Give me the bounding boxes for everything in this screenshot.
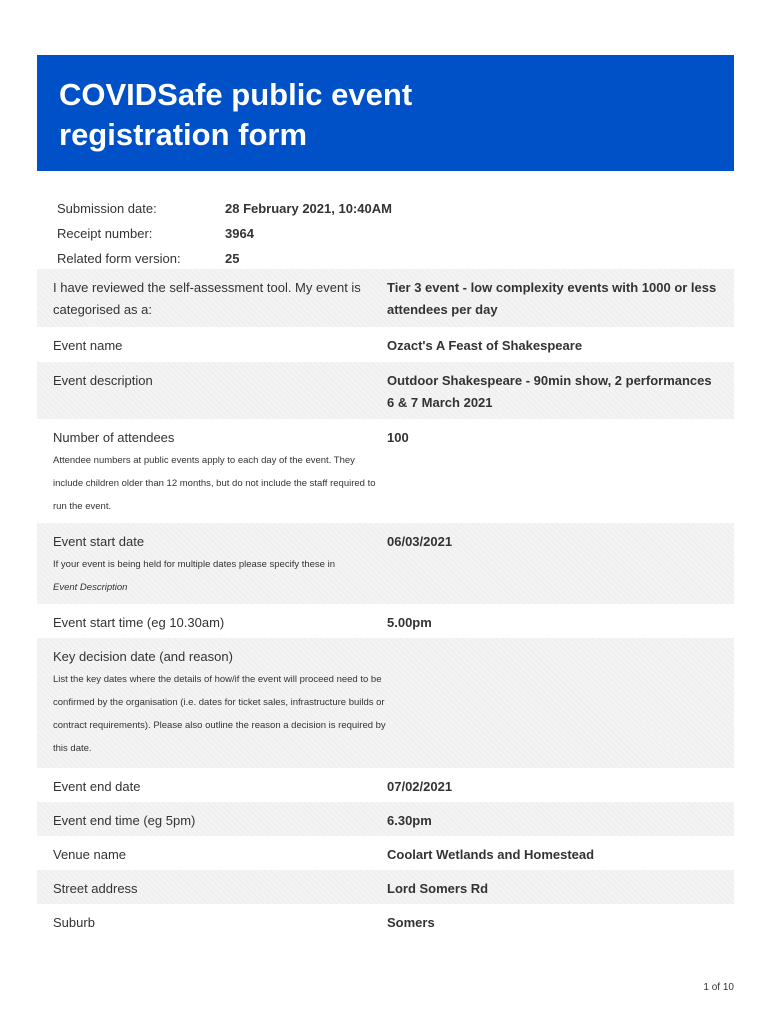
field-value	[387, 646, 718, 768]
field-value: 100	[387, 430, 409, 445]
field-row-venue	[37, 836, 734, 870]
field-row-start-date	[37, 523, 734, 604]
field-row-event-name	[37, 327, 734, 362]
field-label: Number of attendees	[53, 430, 175, 445]
field-hint-italic: Event Description	[53, 582, 128, 593]
field-label: Event start date	[53, 534, 145, 549]
form-header	[37, 55, 734, 171]
form-version-row	[57, 246, 717, 271]
field-row-suburb	[37, 904, 734, 938]
field-label: Suburb	[53, 915, 95, 930]
field-value: 06/03/2021	[387, 534, 453, 549]
meta-value: 3964	[225, 226, 254, 241]
field-row-start-time	[37, 604, 734, 638]
field-row-event-description	[37, 362, 734, 419]
field-row-end-time	[37, 802, 734, 836]
field-value: Ozact's A Feast of Shakespeare	[387, 338, 583, 353]
field-value: 5.00pm	[387, 615, 432, 630]
meta-key: Submission date:	[57, 201, 157, 216]
form-fields	[37, 269, 734, 938]
field-hint: If your event is being held for multiple dates please specify these in	[53, 559, 335, 570]
field-label: Event end time (eg 5pm)	[53, 813, 196, 828]
field-label-group	[53, 646, 387, 768]
field-value: Lord Somers Rd	[387, 881, 489, 896]
field-value: Coolart Wetlands and Homestead	[387, 847, 595, 862]
field-row-category	[37, 269, 734, 327]
submission-date-row	[57, 196, 717, 221]
meta-key: Related form version:	[57, 251, 181, 266]
field-label: Venue name	[53, 847, 127, 862]
field-label: Event name	[53, 338, 123, 353]
field-row-attendees	[37, 419, 734, 523]
field-row-end-date	[37, 768, 734, 802]
field-row-street	[37, 870, 734, 904]
field-label: Event description	[53, 373, 153, 388]
meta-key: Receipt number:	[57, 226, 153, 241]
field-label: Event end date	[53, 779, 141, 794]
submission-meta	[57, 196, 717, 271]
field-value: 6.30pm	[387, 813, 432, 828]
field-value: Tier 3 event - low complexity events with 1000 or less attendees per day	[387, 280, 717, 317]
field-label-group	[53, 427, 387, 523]
field-row-key-decision	[37, 638, 734, 768]
field-value: 07/02/2021	[387, 779, 453, 794]
field-label-group	[53, 531, 387, 604]
field-hint: List the key dates where the details of how/if the event will proceed need to be confirmed by the organisation (i.e. dates for ticket sales, infrastructure builds or contract requirements). Please also outline the reason a decision is required by this date.	[53, 674, 386, 754]
meta-value: 25	[225, 251, 240, 266]
field-label: I have reviewed the self-assessment tool. My event is categorised as a:	[53, 280, 361, 317]
receipt-number-row	[57, 221, 717, 246]
form-title: COVIDSafe public event registration form	[59, 77, 413, 152]
meta-value: 28 February 2021, 10:40AM	[225, 201, 392, 216]
field-hint: Attendee numbers at public events apply to each day of the event. They include children older than 12 months, but do not include the staff required to run the event.	[53, 455, 376, 512]
field-value: Outdoor Shakespeare - 90min show, 2 performances 6 & 7 March 2021	[387, 373, 712, 410]
field-value: Somers	[387, 915, 435, 930]
field-label: Key decision date (and reason)	[53, 649, 233, 664]
field-label: Street address	[53, 881, 138, 896]
page-number: 1 of 10	[703, 982, 734, 993]
field-label: Event start time (eg 10.30am)	[53, 615, 225, 630]
